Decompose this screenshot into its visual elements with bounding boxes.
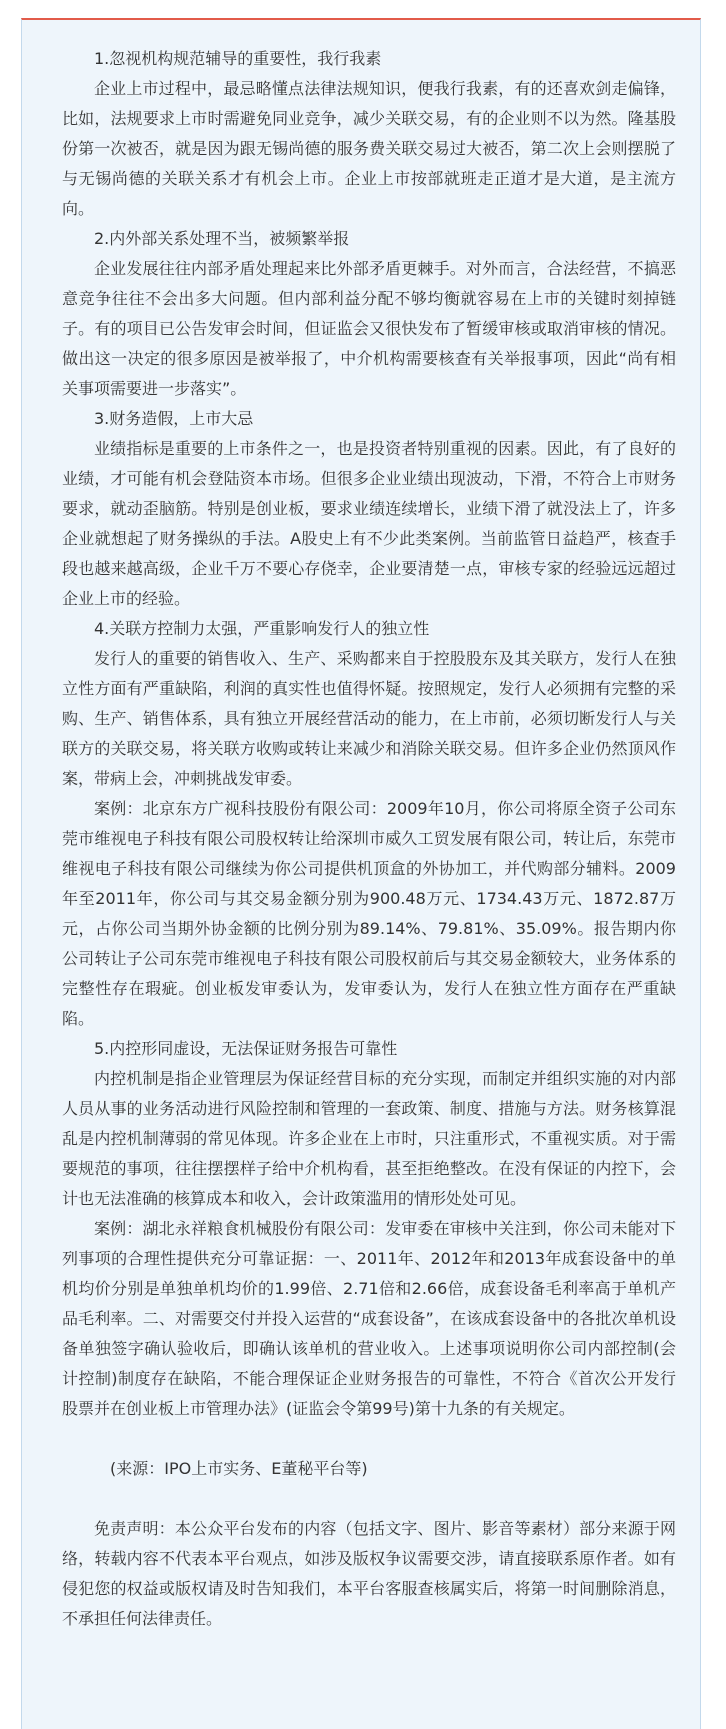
section-4-case: 案例：北京东方广视科技股份有限公司：2009年10月，你公司将原全资子公司东莞市维视电子科技有限公司股权转让给深圳市威久工贸发展有限公司，转让后，东莞市维视电子科技有限公司继续为你公司提供机顶盒的外协加工，并代购部分辅料。2009年至2011年，你公司与其交易金额分别为900.48万元、1734.43万元、1872.87万元，占你公司当期外协金额的比例分别为89.14%、79.81%、35.09%。报告期内你公司转让子公司东莞市维视电子科技有限公司股权前后与其交易金额较大，业务体系的完整性存在瑕疵。创业板发审委认为，发审委认为，发行人在独立性方面存在严重缺陷。	[62, 799, 676, 1028]
disclaimer: 免责声明：本公众平台发布的内容（包括文字、图片、影音等素材）部分来源于网络，转载内容不代表本平台观点，如涉及版权争议需要交涉，请直接联系原作者。如有侵犯您的权益或版权请及时告知我们，本平台客服查核属实后，将第一时间删除消息，不承担任何法律责任。	[62, 1519, 676, 1628]
section-3-paragraph: 业绩指标是重要的上市条件之一，也是投资者特别重视的因素。因此，有了良好的业绩，才可能有机会登陆资本市场。但很多企业业绩出现波动，下滑，不符合上市财务要求，就动歪脑筋。特别是创业板，要求业绩连续增长，业绩下滑了就没法上了，许多企业就想起了财务操纵的手法。A股史上有不少此类案例。当前监管日益趋严，核查手段也越来越高级，企业千万不要心存侥幸，企业要清楚一点，审核专家的经验远远超过企业上市的经验。	[62, 439, 676, 608]
section-3-heading: 3.财务造假，上市大忌	[94, 409, 254, 428]
section-4-heading: 4.关联方控制力太强，严重影响发行人的独立性	[94, 619, 430, 638]
spacer	[62, 1484, 676, 1514]
section-5-case: 案例：湖北永祥粮食机械股份有限公司：发审委在审核中关注到，你公司未能对下列事项的合理性提供充分可靠证据：一、2011年、2012年和2013年成套设备中的单机均价分别是单独单机均价的1.99倍、2.71倍和2.66倍，成套设备毛利率高于单机产品毛利率。二、对需要交付并投入运营的“成套设备”，在该成套设备中的各批次单机设备单独签字确认验收后，即确认该单机的营业收入。上述事项说明你公司内部控制(会计控制)制度存在缺陷，不能合理保证企业财务报告的可靠性，不符合《首次公开发行股票并在创业板上市管理办法》(证监会令第99号)第十九条的有关规定。	[62, 1219, 676, 1418]
spacer	[62, 1424, 676, 1454]
section-5-heading: 5.内控形同虚设，无法保证财务报告可靠性	[94, 1039, 398, 1058]
article-card	[21, 18, 701, 1729]
section-4-paragraph: 发行人的重要的销售收入、生产、采购都来自于控股股东及其关联方，发行人在独立性方面有严重缺陷，利润的真实性也值得怀疑。按照规定，发行人必须拥有完整的采购、生产、销售体系，具有独立开展经营活动的能力，在上市前，必须切断发行人与关联方的关联交易，将关联方收购或转让来减少和消除关联交易。但许多企业仍然顶风作案，带病上会，冲刺挑战发审委。	[62, 649, 676, 788]
section-5-paragraph: 内控机制是指企业管理层为保证经营目标的充分实现，而制定并组织实施的对内部人员从事的业务活动进行风险控制和管理的一套政策、制度、措施与方法。财务核算混乱是内控机制薄弱的常见体现。许多企业在上市时，只注重形式，不重视实质。对于需要规范的事项，往往摆摆样子给中介机构看，甚至拒绝整改。在没有保证的内控下，会计也无法准确的核算成本和收入，会计政策滥用的情形处处可见。	[62, 1069, 676, 1208]
source-note: (来源：IPO上市实务、E董秘平台等)	[110, 1459, 368, 1478]
section-2-heading: 2.内外部关系处理不当，被频繁举报	[94, 229, 350, 248]
section-1-heading: 1.忽视机构规范辅导的重要性，我行我素	[94, 49, 382, 68]
section-2-paragraph: 企业发展往往内部矛盾处理起来比外部矛盾更棘手。对外而言，合法经营，不搞恶意竞争往往不会出多大问题。但内部利益分配不够均衡就容易在上市的关键时刻掉链子。有的项目已公告发审会时间，但证监会又很快发布了暂缓审核或取消审核的情况。做出这一决定的很多原因是被举报了，中介机构需要核查有关举报事项，因此“尚有相关事项需要进一步落实”。	[62, 259, 676, 398]
section-1-paragraph: 企业上市过程中，最忌略懂点法律法规知识，便我行我素，有的还喜欢剑走偏锋，比如，法规要求上市时需避免同业竞争，减少关联交易，有的企业则不以为然。隆基股份第一次被否，就是因为跟无锡尚德的服务费关联交易过大被否，第二次上会则摆脱了与无锡尚德的关联关系才有机会上市。企业上市按部就班走正道才是大道，是主流方向。	[62, 79, 676, 218]
